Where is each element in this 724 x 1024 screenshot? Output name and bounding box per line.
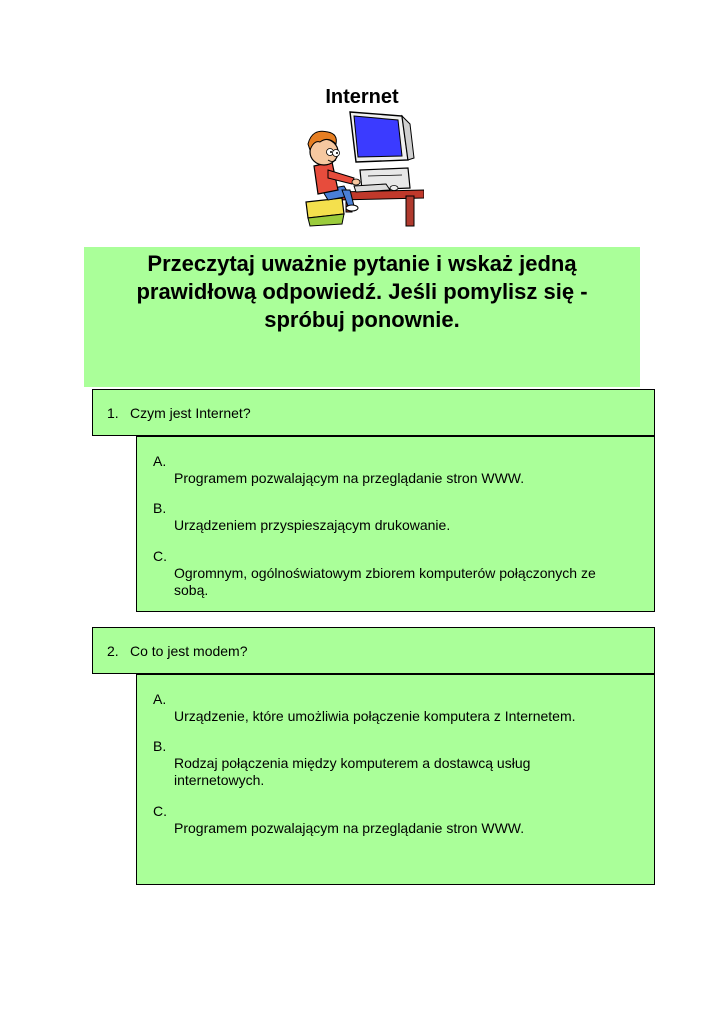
answer-text: Urządzeniem przyspieszającym drukowanie. bbox=[174, 517, 451, 533]
answer-text: Rodzaj połączenia między komputerem a dostawcą usług internetowych. bbox=[174, 755, 531, 788]
answer-letter: B. bbox=[153, 738, 167, 754]
answer-letter: C. bbox=[153, 548, 167, 564]
answer-option-b[interactable] bbox=[153, 500, 613, 534]
instruction-line: spróbuj ponownie. bbox=[264, 307, 460, 332]
answer-text: Programem pozwalającym na przeglądanie stron WWW. bbox=[174, 820, 525, 836]
instruction-line: prawidłową odpowiedź. Jeśli pomylisz się - bbox=[136, 279, 588, 304]
answer-option-c[interactable] bbox=[153, 803, 613, 837]
answer-option-a[interactable] bbox=[153, 691, 613, 725]
question-1-box bbox=[92, 389, 655, 436]
answer-letter: A. bbox=[153, 453, 167, 469]
question-number: 2. bbox=[107, 643, 119, 659]
question-2-answers bbox=[136, 674, 655, 885]
question-text: Czym jest Internet? bbox=[130, 405, 251, 421]
question-1-answers bbox=[136, 436, 655, 612]
question-number: 1. bbox=[107, 405, 119, 421]
page-title: Internet bbox=[325, 86, 399, 108]
question-2-box bbox=[92, 627, 655, 674]
answer-option-c[interactable] bbox=[153, 548, 613, 599]
instruction-line: Przeczytaj uważnie pytanie i wskaż jedną bbox=[147, 251, 577, 276]
answer-text: Ogromnym, ogólnoświatowym zbiorem komputerów połączonych ze sobą. bbox=[174, 565, 596, 598]
answer-option-b[interactable] bbox=[153, 738, 613, 789]
answer-option-a[interactable] bbox=[153, 453, 613, 487]
answer-letter: B. bbox=[153, 500, 167, 516]
kid-at-computer-icon bbox=[298, 110, 424, 228]
answer-text: Urządzenie, które umożliwia połączenie komputera z Internetem. bbox=[174, 708, 576, 724]
answer-text: Programem pozwalającym na przeglądanie stron WWW. bbox=[174, 470, 525, 486]
answer-letter: C. bbox=[153, 803, 167, 819]
instruction-box bbox=[84, 247, 640, 387]
answer-letter: A. bbox=[153, 691, 167, 707]
question-text: Co to jest modem? bbox=[130, 643, 248, 659]
